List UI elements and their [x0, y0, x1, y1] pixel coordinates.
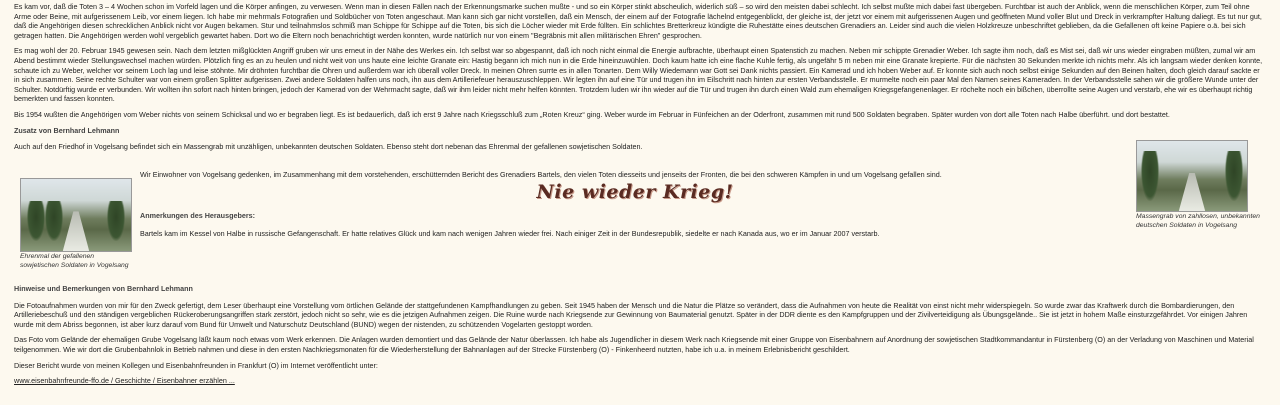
heading-herausgeber: Anmerkungen des Herausgebers:	[140, 211, 256, 221]
photo-caption-left: Ehrenmal der gefallenen sowjetischen Soldaten in Vogelsang	[20, 253, 129, 269]
paragraph-red-cross: Bis 1954 wußten die Angehörigen vom Weber nichts von seinem Schicksal und wo er begraben liegt. Es ist bedauerlich, daß ich erst 9 Jahre nach Kriegsschluß zum „Roten Kreuz“ ging. Weber wurde im Februar in Fünfeichen an der Oderfront, zusammen mit rund 500 Soldaten begraben. Später wurden von dort alle Toten nach Halbe überführt. und dort bestattet.	[14, 109, 1170, 119]
memorial-image	[20, 178, 132, 252]
photo-caption-right: Massengrab von zahllosen, unbekannten deutschen Soldaten in Vogelsang	[1136, 213, 1260, 229]
paragraph-vogelsang: Wir Einwohner von Vogelsang gedenken, im Zusammenhang mit dem vorstehenden, erschütternden Bericht des Grenadiers Bartels, den vielen Toten diesseits und jenseits der Fronten, die bei den schweren Kämpfen in und um Vogelsang gefallen sind.	[140, 170, 942, 179]
heading-zusatz: Zusatz von Bernhard Lehmann	[14, 125, 120, 135]
eisenbahnfreunde-link[interactable]: www.eisenbahnfreunde-ffo.de / Geschichte / Eisenbahner erzählen ...	[14, 376, 235, 386]
photo-mass-grave	[1136, 140, 1260, 230]
center-block	[140, 170, 1130, 244]
paragraph-bartels: Bartels kam im Kessel von Halbe in russische Gefangenschaft. Er hatte relatives Glück und kam nach wenigen Jahren wieder frei. Nach einiger Zeit in der Bundesrepublik, siedelte er nach Kanada aus, wo er im Januar 2007 verstarb.	[140, 228, 880, 238]
slogan-nie-wieder-krieg: Nie wieder Krieg!	[536, 180, 734, 203]
mass-grave-image	[1136, 140, 1248, 212]
paragraph-massengrab: Auch auf den Friedhof in Vogelsang befindet sich ein Massengrab mit unzähligen, unbekannten deutschen Soldaten. Ebenso steht dort nebenan das Ehrenmal der gefallenen sowjetischen Soldaten.	[14, 142, 643, 152]
article-body	[14, 2, 1266, 157]
paragraph-veroeffentlicht: Dieser Bericht wurde von meinen Kollegen und Eisenbahnfreunden in Frankfurt (O) im Internet veröffentlicht unter:	[14, 360, 378, 370]
photo-soviet-memorial	[20, 178, 132, 270]
heading-hinweise: Hinweise und Bemerkungen von Bernhard Lehmann	[14, 284, 193, 293]
paragraph-fotoaufnahmen: Die Fotoaufnahmen wurden von mir für den Zweck gefertigt, dem Leser überhaupt eine Vorstellung vom örtlichen Gelände der stattgefundenen Kampfhandlungen zu geben. Seit 1945 haben der Mensch und die Natur die Plätze so verändert, dass die Aufnahmen von heute die Realität von einst nicht mehr widerspiegeln. So wurde zwar das Kraftwerk durch die Bombardierungen, den Artilleriebeschuß und den ständigen vergeblichen Rückeroberungsangriffen stark zerstört, jedoch nicht so sehr, wie es die jetzigen Aufnahmen zeigen. Die Ruine wurde nach Kriegsende zur Gewinnung von Baumaterial genutzt. Später in der DDR diente es den Kampfgruppen und der Zivilverteidigung als Übungsgelände.. Sie ist jetzt in hohem Maße einsturzgefährdet. Vor einigen Jahren wurde mit dem Abriss begonnen, ist aber kurz darauf vom Bund für Umwelt und Naturschutz Deutschland (BUND) wegen der nistenden, zu schützenden Vogelarten gestoppt worden.	[14, 300, 1248, 329]
paragraph-dead-soldiers: Es kam vor, daß die Toten 3 – 4 Wochen schon im Vorfeld lagen und die Körper anfingen, zu verwesen. Wenn man in diesen Fällen nach der Erkennungsmarke suchen mußte - und so ein Körper stinkt abscheulich, widerlich süß – so wird den meisten dabei schlecht. Ich selbst mußte mich dabei fast übergeben. Furchtbar ist auch der Anblick, wenn die menschlichen Körper, zum Teil ohne Arme oder Beine, mit aufgerissenem Leib, vor einem liegen. Ich habe mir mehrmals Fotografien und Soldbücher von Toten angeschaut. Man kann sich gar nicht vorstellen, daß ein Mensch, der einem auf der Fotografie lächelnd entgegenblickt, der gleiche ist, der jetzt vor einem mit aufgerissenen Augen und geöffneten Mund voller Blut und Dreck in verkrampfter Haltung daliegt. Es tut nur gut, daß die Angehörigen diesen schrecklichen Anblick nicht vor Augen bekamen. Stur und teilnahmslos schmiß man Schippe für Schippe auf die Toten, bis sich die Löcher wieder mit Erde füllten. Ein schlichtes Bretterkreuz kündigte die Ruhestätte eines deutschen Grenadiers an. Leider sind auch die vielen Holzkreuze unbeschriftet geblieben, da die Gefallenen oft keine Papiere o.ä. bei sich getragen hatten. Die Angehörigen werden wohl vergeblich gewartet haben. Dort wo die Eltern noch benachrichtigt werden konnten, wurde natürlich nur von einem "Begräbnis mit allen militärischen Ehren" gesprochen.	[14, 2, 1262, 40]
paragraph-weber-death: Es mag wohl der 20. Februar 1945 gewesen sein. Nach dem letzten mißglückten Angriff gruben wir uns erneut in der Nähe des Werkes ein. Ich selbst war so abgespannt, daß ich noch nicht einmal die Energie aufbrachte, überhaupt einen Spatenstich zu machen. Neben mir schippte Grenadier Weber. Ich sagte ihm noch, daß es Mist sei, daß wir uns wieder eingraben müßten, zumal wir am Abend bestimmt wieder Stellungswechsel machen würden. Plötzlich fing es an zu heulen und nicht weit von uns haute eine leichte Granate ein: Hastig begann ich mich nun in die Erde hineinzuwühlen. Doch kaum hatte ich eine flache Kuhle fertig, als ungefähr 5 m neben mir eine Granate krepierte. Für die nächsten 30 Sekunden merkte ich nichts mehr. Als ich langsam wieder denken konnte, schaute ich zu Weber, welcher vor seinem Loch lag und leise stöhnte. Mir dröhnten furchtbar die Ohren und außerdem war ich überall voller Dreck. In meinen Ohren surrte es in allen Tonarten. Dem Willy Wiedemann war Gott sei Dank nichts passiert. Ein Kamerad und ich hoben Weber auf. Er konnte sich auch noch selbst einige Sekunden auf den Beinen halten, doch gleich darauf sackte er in sich zusammen. Seine rechte Schulter war von einem großen Splitter aufgerissen. Zwei andere Soldaten halfen uns noch, ihn aus dem Artilleriefeuer herauszuschleppen. Wir legten ihn auf eine Tür und trugen ihn im Eilschritt nach hinten zur ersten Verbandsstelle. Er murmelte noch ein paar Mal den Namen seines Kameraden. In der Verbandsstelle sahen wir die größere Wunde unter der Schulter. Notdürftig wurde er verbunden. Wir wollten ihn sofort nach hinten bringen, jedoch der Kamerad von der Wehrmacht sagte, daß wir ihm leider nicht mehr helfen könnten. Trotzdem luden wir ihn wieder auf die Tür und trugen ihn durch einen Wald zum ehemaligen Kriegsgefangenenlager. Er röchelte noch ein bißchen, überrollte seine Augen und verstarb, ehe wir es überhaupt richtig bemerkten und fassen konnten.	[14, 46, 1263, 104]
paragraph-grube-vogelsang: Das Foto vom Gelände der ehemaligen Grube Vogelsang läßt kaum noch etwas vom Werk erkennen. Die Anlagen wurden demontiert und das Gelände der Natur überlassen. Ich habe als Jugendlicher in diesem Werk nach Kriegsende mit einer Gruppe von Eisenbahnern auf Anordnung der sowjetischen Stadtkommandantur in Fürstenberg (O) an der Verladung von Maschinen und Material teilgenommen. Wie wir dort die Grubenbahnlok in Betrieb nahmen und diese in den ersten Nachkriegsmonaten für die Wiederherstellung der Bahnanlagen auf der Strecke Fürstenberg (O) - Finkenheerd nutzten, habe ich u.a. in meinem Erlebnisbericht geschildert.	[14, 335, 1254, 354]
notes-section	[14, 284, 1266, 386]
